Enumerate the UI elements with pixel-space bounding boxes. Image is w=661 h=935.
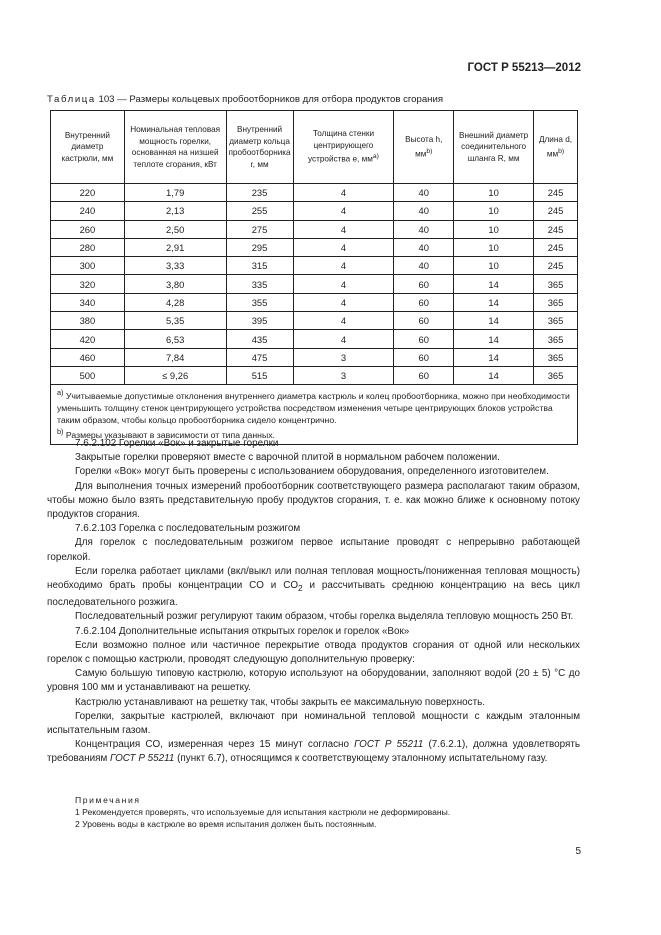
subscript: 2 bbox=[298, 584, 303, 593]
table-cell: 365 bbox=[534, 366, 578, 384]
footnote-b-text: Размеры указывают в зависимости от типа данных. bbox=[65, 430, 275, 441]
table-cell: 60 bbox=[394, 330, 454, 348]
table-cell: 4 bbox=[293, 312, 394, 330]
table-cell: 60 bbox=[394, 293, 454, 311]
table-cell: 40 bbox=[394, 202, 454, 220]
col-header-pan-diameter: Внутренний диаметр кастрюли, мм bbox=[51, 111, 125, 184]
standard-reference: ГОСТ Р 55211 bbox=[110, 753, 175, 765]
table-caption bbox=[47, 94, 443, 105]
table-cell: 365 bbox=[534, 293, 578, 311]
table-cell: 500 bbox=[51, 366, 125, 384]
paragraph: Для горелок с последовательным розжигом первое испытание проводят с непрерывно работающей горелкой. bbox=[47, 537, 580, 563]
table-cell: 420 bbox=[51, 330, 125, 348]
table-cell: 14 bbox=[454, 330, 534, 348]
table-row bbox=[51, 220, 578, 238]
table-cell: 220 bbox=[51, 184, 125, 202]
table-cell: 60 bbox=[394, 348, 454, 366]
table-cell: 315 bbox=[226, 257, 293, 275]
col-header-height-label: Высота h, мм bbox=[405, 135, 443, 159]
table-cell: 5,35 bbox=[124, 312, 226, 330]
table-cell: 10 bbox=[454, 257, 534, 275]
table-cell: 280 bbox=[51, 238, 125, 256]
table-row bbox=[51, 293, 578, 311]
paragraph: Горелки «Вок» могут быть проверены с использованием оборудования, определенного изготовителем. bbox=[75, 466, 549, 478]
table-cell: 4 bbox=[293, 184, 394, 202]
table-cell: 2,50 bbox=[124, 220, 226, 238]
table-cell: 395 bbox=[226, 312, 293, 330]
table-cell: 2,13 bbox=[124, 202, 226, 220]
table-cell: 10 bbox=[454, 184, 534, 202]
table-cell: 3,33 bbox=[124, 257, 226, 275]
footnote-b-marker: b) bbox=[426, 147, 433, 155]
paragraph-co-concentration bbox=[47, 565, 580, 611]
table-row bbox=[51, 366, 578, 384]
table-footnotes-row bbox=[51, 385, 578, 445]
table-cell: 245 bbox=[534, 220, 578, 238]
table-cell: 10 bbox=[454, 238, 534, 256]
section-heading-7-6-2-102: 7.6.2.102 Горелки «Вок» и закрытые горелки bbox=[75, 438, 279, 449]
table-cell: 255 bbox=[226, 202, 293, 220]
table-row bbox=[51, 257, 578, 275]
paragraph-part: Концентрация CO, измеренная через 15 минут согласно bbox=[75, 739, 355, 751]
table-cell: 245 bbox=[534, 238, 578, 256]
table-cell: 3 bbox=[293, 348, 394, 366]
note-2: 2 Уровень воды в кастрюле во время испытания должен быть постоянным. bbox=[75, 819, 377, 830]
section-heading-7-6-2-103: 7.6.2.103 Горелка с последовательным розжигом bbox=[75, 523, 301, 535]
table-cell: 60 bbox=[394, 275, 454, 293]
table-cell: 7,84 bbox=[124, 348, 226, 366]
col-header-wall-thickness-label: Толщина стенки центрирующего устройства e, мм bbox=[308, 129, 375, 165]
table-cell: 340 bbox=[51, 293, 125, 311]
notes-title: Примечания bbox=[75, 795, 141, 805]
table-cell: 275 bbox=[226, 220, 293, 238]
table-cell: 14 bbox=[454, 348, 534, 366]
table-cell: 460 bbox=[51, 348, 125, 366]
paragraph: Горелки, закрытые кастрюлей, включают при номинальной тепловой мощности с каждым эталонным испытательным газом. bbox=[47, 710, 580, 737]
paragraph: Самую большую типовую кастрюлю, которую используют на оборудовании, заполняют водой (20 ± 5) °C до уровня 100 мм и устанавливают на решетку. bbox=[47, 668, 580, 694]
table-cell: 4 bbox=[293, 238, 394, 256]
col-header-heat-input: Номинальная тепловая мощность горелки, основанная на низшей теплоте сгорания, кВт bbox=[124, 111, 226, 184]
table-cell: 1,79 bbox=[124, 184, 226, 202]
table-cell: 6,53 bbox=[124, 330, 226, 348]
table-cell: 4 bbox=[293, 220, 394, 238]
table-cell: 515 bbox=[226, 366, 293, 384]
table-footnotes bbox=[51, 385, 578, 445]
table-cell: 295 bbox=[226, 238, 293, 256]
footnote-b-label: b) bbox=[57, 427, 64, 437]
table-cell: 260 bbox=[51, 220, 125, 238]
col-header-hose-diameter: Внешний диаметр соединительного шланга R, мм bbox=[454, 111, 534, 184]
table-cell: 240 bbox=[51, 202, 125, 220]
table-row bbox=[51, 312, 578, 330]
table-cell: 245 bbox=[534, 202, 578, 220]
paragraph-part: Если горелка работает циклами (вкл/выкл или полная тепловая мощность/пониженная тепловая мощность) необходимо брать пробы концентрации CO и CO bbox=[47, 565, 580, 592]
table-cell: 14 bbox=[454, 312, 534, 330]
table-row bbox=[51, 348, 578, 366]
table-cell: 365 bbox=[534, 348, 578, 366]
note-1: 1 Рекомендуется проверять, что используемые для испытания кастрюли не деформированы. bbox=[75, 807, 451, 818]
table-cell: 245 bbox=[534, 257, 578, 275]
paragraph: Кастрюлю устанавливают на решетку так, чтобы закрыть ее максимальную поверхность. bbox=[75, 696, 485, 708]
body-text bbox=[47, 437, 580, 767]
table-cell: 335 bbox=[226, 275, 293, 293]
col-header-length bbox=[534, 111, 578, 184]
col-header-height bbox=[394, 111, 454, 184]
table-caption-word: Таблица bbox=[47, 94, 96, 105]
table-cell: 2,91 bbox=[124, 238, 226, 256]
table-cell: 40 bbox=[394, 238, 454, 256]
table-cell: 365 bbox=[534, 330, 578, 348]
table-cell: 320 bbox=[51, 275, 125, 293]
col-header-wall-thickness bbox=[293, 111, 394, 184]
table-cell: 4 bbox=[293, 257, 394, 275]
table-row bbox=[51, 184, 578, 202]
probe-dimensions-table bbox=[50, 110, 578, 445]
paragraph-part: (пункт 6.7), относящимся к соответствующему эталонному испытательному газу. bbox=[174, 753, 548, 765]
table-cell: 60 bbox=[394, 312, 454, 330]
footnote-a-text: Учитываемые допустимые отклонения внутреннего диаметра кастрюль и колец пробоотборника, можно при необходимости уменьшить толщину стенок центрирующего устройства посредством изменения четыре центрирующих блоков устройства таким образом, чтобы кольцо пробоотборника сидело концентрично. bbox=[57, 391, 570, 426]
paragraph-part: (7.6.2.1), должна удовлетворять требованиям bbox=[47, 739, 580, 765]
table-cell: 4 bbox=[293, 293, 394, 311]
table-cell: 355 bbox=[226, 293, 293, 311]
table-cell: 40 bbox=[394, 220, 454, 238]
notes-block bbox=[75, 794, 580, 831]
table-row bbox=[51, 202, 578, 220]
table-cell: 4,28 bbox=[124, 293, 226, 311]
standard-designation: ГОСТ Р 55213—2012 bbox=[467, 62, 581, 74]
table-cell: 245 bbox=[534, 184, 578, 202]
table-caption-text: 103 — Размеры кольцевых пробоотборников для отбора продуктов сгорания bbox=[98, 94, 444, 105]
table-row bbox=[51, 275, 578, 293]
table-cell: 235 bbox=[226, 184, 293, 202]
page-number: 5 bbox=[575, 846, 581, 857]
footnote-b-marker: b) bbox=[558, 147, 565, 155]
table-cell: 4 bbox=[293, 202, 394, 220]
table-cell: 4 bbox=[293, 275, 394, 293]
standard-reference: ГОСТ Р 55211 bbox=[354, 739, 424, 751]
table-cell: 60 bbox=[394, 366, 454, 384]
col-header-length-label: Длина d, мм bbox=[538, 135, 573, 159]
table-cell: 4 bbox=[293, 330, 394, 348]
table-cell: 380 bbox=[51, 312, 125, 330]
table-row bbox=[51, 330, 578, 348]
table-header-row bbox=[51, 111, 578, 184]
table-cell: 10 bbox=[454, 202, 534, 220]
table-cell: 14 bbox=[454, 293, 534, 311]
table-cell: 3,80 bbox=[124, 275, 226, 293]
paragraph: Если возможно полное или частичное перекрытие отвода продуктов сгорания от одной или нескольких горелок с помощью кастрюли, проводят следующую дополнительную проверку: bbox=[47, 639, 580, 666]
table-cell: 10 bbox=[454, 220, 534, 238]
col-header-ring-diameter: Внутренний диаметр кольца пробоотборника r, мм bbox=[226, 111, 293, 184]
table-cell: ≤ 9,26 bbox=[124, 366, 226, 384]
table-cell: 3 bbox=[293, 366, 394, 384]
paragraph: Закрытые горелки проверяют вместе с варочной плитой в нормальном рабочем положении. bbox=[75, 452, 500, 464]
table-cell: 365 bbox=[534, 312, 578, 330]
paragraph: Последовательный розжиг регулируют таким образом, чтобы горелка выделяла тепловую мощность 250 Вт. bbox=[75, 611, 574, 623]
section-heading-7-6-2-104: 7.6.2.104 Дополнительные испытания открытых горелок и горелок «Вок» bbox=[75, 625, 410, 637]
footnote-a-label: a) bbox=[57, 388, 64, 398]
table-cell: 300 bbox=[51, 257, 125, 275]
table-cell: 475 bbox=[226, 348, 293, 366]
paragraph-references bbox=[47, 738, 580, 766]
table-cell: 435 bbox=[226, 330, 293, 348]
table-cell: 14 bbox=[454, 366, 534, 384]
table-row bbox=[51, 238, 578, 256]
table-cell: 365 bbox=[534, 275, 578, 293]
table-cell: 40 bbox=[394, 184, 454, 202]
paragraph: Для выполнения точных измерений пробоотборник соответствующего размера располагают таким образом, чтобы можно было взять представительную пробу продуктов сгорания, т. е. как можно ближе к основному потоку продуктов сгорания. bbox=[47, 480, 580, 521]
footnote-a-marker: a) bbox=[372, 153, 379, 161]
table-cell: 40 bbox=[394, 257, 454, 275]
table-cell: 14 bbox=[454, 275, 534, 293]
footnote-a bbox=[57, 387, 573, 426]
paragraph-part: и рассчитывать среднюю концентрацию на весь цикл последовательного розжига. bbox=[47, 580, 581, 609]
